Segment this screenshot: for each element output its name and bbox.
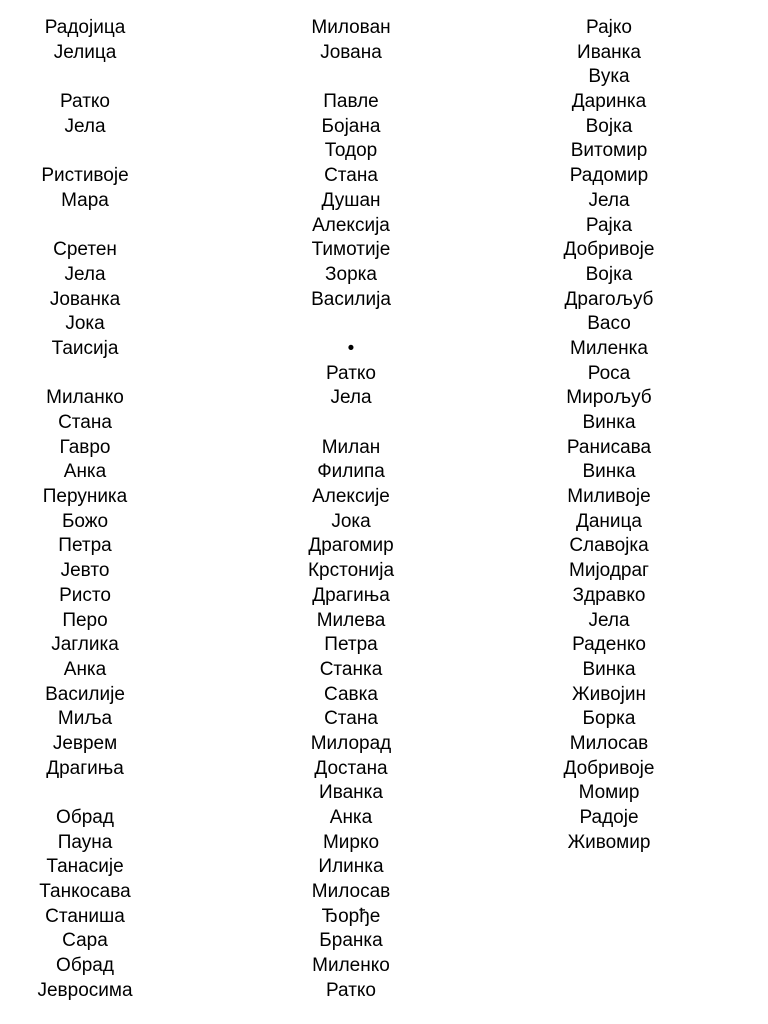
- name-entry: Винка: [582, 658, 636, 680]
- name-entry: Јела: [588, 189, 630, 211]
- name-entry: Борка: [582, 708, 636, 730]
- name-entry: Ратко: [326, 979, 376, 1001]
- name-entry: Петра: [58, 535, 112, 557]
- name-entry: Сретен: [53, 239, 117, 261]
- name-entry: Момир: [578, 782, 640, 804]
- name-entry: Танасије: [46, 856, 124, 878]
- name-entry: Раденко: [572, 634, 646, 656]
- name-entry: Миленко: [312, 955, 390, 977]
- name-entry: Анка: [63, 461, 107, 483]
- name-entry: Роса: [587, 362, 631, 384]
- name-entry: Крстонија: [307, 560, 395, 582]
- name-entry: Драгиња: [46, 757, 124, 779]
- name-entry: Винка: [582, 461, 636, 483]
- name-entry: Добривоје: [563, 757, 655, 779]
- name-entry: Тимотије: [311, 239, 391, 261]
- name-entry: Обрад: [56, 807, 114, 828]
- name-entry: Милосав: [311, 881, 391, 903]
- name-entry: [0, 362, 205, 387]
- name-entry: Милорад: [310, 732, 392, 754]
- name-entry: Миленка: [570, 337, 648, 359]
- name-entry: Јевто: [60, 560, 110, 582]
- name-entry: Стана: [58, 412, 112, 433]
- name-entry: Драгољуб: [564, 288, 654, 310]
- name-entry: Анка: [329, 807, 373, 828]
- name-entry: Славојка: [569, 535, 649, 557]
- name-entry: Таисија: [51, 337, 119, 359]
- name-entry: Ристо: [59, 584, 111, 606]
- name-entry: Јела: [330, 387, 372, 409]
- name-entry: Даринка: [571, 91, 647, 113]
- name-entry: Божо: [61, 510, 109, 532]
- name-entry: Павле: [323, 91, 379, 113]
- name-entry: Гавро: [59, 436, 111, 458]
- name-entry: Станка: [319, 658, 383, 680]
- name-entry: Радојица: [44, 17, 126, 38]
- name-entry: Пауна: [57, 831, 113, 853]
- name-entry: Илинка: [318, 856, 384, 878]
- name-entry: Иванка: [319, 782, 383, 804]
- names-column-middle: [231, 16, 471, 1004]
- name-entry: Милан: [321, 436, 381, 458]
- name-entry: [0, 214, 205, 239]
- name-entry: Мара: [61, 189, 109, 211]
- name-entry: Алексије: [312, 486, 390, 508]
- name-entry: Достана: [314, 757, 388, 779]
- name-entry: Винка: [582, 412, 636, 433]
- name-entry: Савка: [324, 683, 378, 705]
- name-entry: Здравко: [572, 584, 646, 606]
- name-entry: Војка: [585, 263, 633, 285]
- name-entry: [231, 65, 471, 90]
- name-entry: Алексија: [312, 214, 390, 236]
- name-entry: Јевросима: [37, 979, 133, 1001]
- name-entry: Даница: [576, 510, 642, 532]
- name-entry: Станиша: [45, 905, 125, 927]
- name-entry: Петра: [324, 634, 378, 656]
- name-entry: Бранка: [319, 930, 383, 952]
- name-entry: Сара: [62, 930, 108, 952]
- name-entry: Василија: [311, 288, 391, 310]
- name-entry: •: [347, 337, 355, 359]
- name-entry: Анка: [63, 658, 107, 680]
- name-entry: Иванка: [577, 41, 641, 63]
- name-entry: [0, 65, 205, 90]
- name-entry: Јока: [65, 313, 105, 335]
- name-entry: Тодор: [324, 140, 378, 162]
- name-entry: Ратко: [326, 362, 376, 384]
- name-entry: Драгиња: [312, 584, 390, 606]
- name-entry: Танкосава: [39, 881, 131, 903]
- name-entry: Ранисава: [566, 436, 652, 458]
- name-entry: [231, 411, 471, 436]
- name-entry: Обрад: [56, 955, 114, 977]
- name-entry: Рајка: [585, 214, 633, 236]
- name-entry: Јока: [331, 510, 371, 532]
- name-entry: Јелица: [53, 41, 117, 63]
- name-entry: Мирко: [322, 831, 380, 853]
- names-column-right: [489, 16, 729, 855]
- name-entry: Милован: [311, 17, 391, 38]
- name-entry: Перо: [62, 609, 108, 631]
- name-entry: Бојана: [321, 115, 381, 137]
- name-entry: [0, 781, 205, 806]
- name-entry: Душан: [321, 189, 381, 211]
- name-entry: Јела: [588, 609, 630, 631]
- name-entry: Радоје: [579, 807, 639, 828]
- name-entry: Стана: [324, 165, 378, 187]
- name-entry: Вука: [588, 66, 630, 88]
- name-entry: Василије: [45, 683, 125, 705]
- name-entry: Добривоје: [563, 239, 655, 261]
- name-entry: Миљa: [57, 708, 113, 730]
- name-entry: Јела: [64, 263, 106, 285]
- name-entry: Витомир: [570, 140, 648, 162]
- name-entry: Милева: [316, 609, 386, 631]
- name-entry: [0, 139, 205, 164]
- name-entry: Милосав: [569, 732, 649, 754]
- name-entry: Живомир: [567, 831, 651, 853]
- names-column-left: [0, 16, 205, 1004]
- name-entry: Ратко: [60, 91, 110, 113]
- name-entry: Перуника: [42, 486, 128, 508]
- name-entry: Миливоје: [567, 486, 651, 508]
- name-entry: Рајко: [586, 17, 632, 38]
- name-entry: Радомир: [569, 165, 649, 187]
- name-entry: Миjодраг: [569, 560, 649, 582]
- name-entry: Јаглика: [51, 634, 119, 656]
- name-entry: Васо: [587, 313, 631, 335]
- name-entry: Миланко: [46, 387, 124, 409]
- name-entry: Јела: [64, 115, 106, 137]
- name-entry: Ђорђе: [321, 905, 381, 927]
- name-entry: Војка: [585, 115, 633, 137]
- name-entry: Јеврем: [52, 732, 118, 754]
- name-entry: Јованка: [49, 288, 121, 310]
- name-entry: Живојин: [572, 683, 646, 705]
- name-entry: Зорка: [325, 263, 377, 285]
- name-entry: Мирољуб: [566, 387, 652, 409]
- name-entry: Ристивоје: [41, 165, 129, 187]
- name-entry: [231, 312, 471, 337]
- name-entry: Филипа: [317, 461, 385, 483]
- name-entry: Стана: [324, 708, 378, 730]
- name-entry: Јована: [320, 41, 382, 63]
- name-entry: Драгомир: [308, 535, 394, 557]
